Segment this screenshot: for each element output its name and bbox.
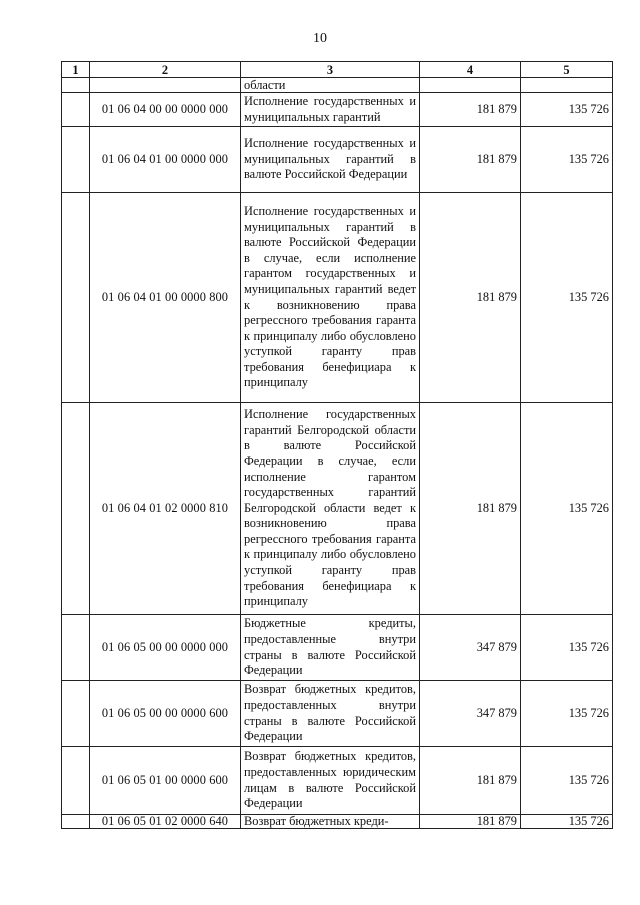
code-cell	[90, 78, 241, 93]
amount-col5-cell: 135 726	[521, 615, 613, 681]
row-number-cell	[62, 127, 90, 193]
description-cell: области	[241, 78, 420, 93]
description-cell: Бюджетные кредиты, предоставленные внутри страны в валюте Российской Федерации	[241, 615, 420, 681]
description-cell: Исполнение государственных и муниципальных гарантий	[241, 93, 420, 127]
column-header-5: 5	[521, 62, 613, 78]
table-row	[62, 93, 613, 127]
amount-col5-cell: 135 726	[521, 681, 613, 747]
code-cell: 01 06 05 01 02 0000 640	[90, 815, 241, 829]
row-number-cell	[62, 615, 90, 681]
column-header-3: 3	[241, 62, 420, 78]
amount-col5-cell: 135 726	[521, 815, 613, 829]
description-cell	[241, 815, 420, 829]
page-number: 10	[313, 31, 327, 46]
amount-col4-cell: 181 879	[420, 747, 521, 815]
amount-col4-cell: 181 879	[420, 93, 521, 127]
amount-col4-cell: 181 879	[420, 127, 521, 193]
amount-col5-cell: 135 726	[521, 403, 613, 615]
description-cell: Возврат бюджетных кредитов, предоставленных внутри страны в валюте Российской Федерации	[241, 681, 420, 747]
table-row	[62, 78, 613, 93]
description-cell: Возврат бюджетных кредитов, предоставленных юридическим лицам в валюте Российской Федерации	[241, 747, 420, 815]
code-cell: 01 06 05 01 00 0000 600	[90, 747, 241, 815]
table-header-row	[62, 62, 613, 78]
code-cell: 01 06 05 00 00 0000 000	[90, 615, 241, 681]
row-number-cell	[62, 815, 90, 829]
amount-col5-cell: 135 726	[521, 127, 613, 193]
table-row	[62, 127, 613, 193]
description-text: Возврат бюджетных креди-	[244, 815, 389, 828]
column-header-1: 1	[62, 62, 90, 78]
amount-col4-cell: 181 879	[420, 193, 521, 403]
amount-col4-cell: 181 879	[420, 403, 521, 615]
table-row	[62, 747, 613, 815]
row-number-cell	[62, 403, 90, 615]
amount-col5-cell: 135 726	[521, 93, 613, 127]
row-number-cell	[62, 78, 90, 93]
table-row	[62, 193, 613, 403]
row-number-cell	[62, 193, 90, 403]
row-number-cell	[62, 681, 90, 747]
amount-col5-cell	[521, 78, 613, 93]
description-cell: Исполнение государственных гарантий Белгородской области в валюте Российской Федерации в случае, если исполнение гарантом государственных гарантий Белгородской области ведет к возникновению права регрессного требования гаранта к принципалу либо обусловлено уступкой гаранту прав требования бенефициара к принципалу	[241, 403, 420, 615]
code-cell: 01 06 04 01 02 0000 810	[90, 403, 241, 615]
table-row	[62, 403, 613, 615]
amount-col4-cell	[420, 78, 521, 93]
amount-col5-cell: 135 726	[521, 193, 613, 403]
table-row	[62, 681, 613, 747]
description-cell: Исполнение государственных и муниципальных гарантий в валюте Российской Федерации в случае, если исполнение гарантом государственных и муниципальных гарантий ведет к возникновению права регрессного требования гаранта к принципалу либо обусловлено уступкой гаранту прав требования бенефициара к принципалу	[241, 193, 420, 403]
amount-col4-cell: 181 879	[420, 815, 521, 829]
code-cell: 01 06 04 01 00 0000 000	[90, 127, 241, 193]
amount-col5-cell: 135 726	[521, 747, 613, 815]
amount-col4-cell: 347 879	[420, 681, 521, 747]
table-row	[62, 815, 613, 829]
row-number-cell	[62, 747, 90, 815]
code-cell: 01 06 04 00 00 0000 000	[90, 93, 241, 127]
budget-table	[61, 61, 613, 829]
code-cell: 01 06 04 01 00 0000 800	[90, 193, 241, 403]
description-cell: Исполнение государственных и муниципальных гарантий в валюте Российской Федерации	[241, 127, 420, 193]
column-header-4: 4	[420, 62, 521, 78]
column-header-2: 2	[90, 62, 241, 78]
code-cell: 01 06 05 00 00 0000 600	[90, 681, 241, 747]
table-row	[62, 615, 613, 681]
amount-col4-cell: 347 879	[420, 615, 521, 681]
row-number-cell	[62, 93, 90, 127]
